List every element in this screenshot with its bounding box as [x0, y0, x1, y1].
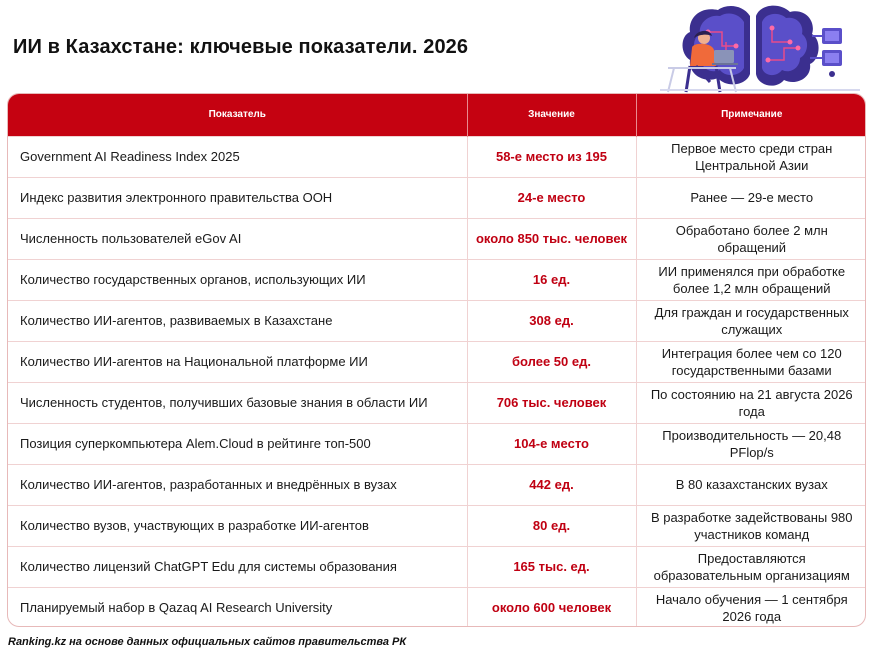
- note-cell: Начало обучения — 1 сентября 2026 года: [636, 587, 866, 627]
- indicator-cell: Численность студентов, получивших базовые знания в области ИИ: [8, 382, 467, 423]
- indicator-cell: Количество государственных органов, использующих ИИ: [8, 259, 467, 300]
- note-cell: Обработано более 2 млн обращений: [636, 218, 866, 259]
- value-cell: 58-е место из 195: [467, 136, 636, 177]
- table-row: [8, 218, 866, 259]
- note-cell: Производительность — 20,48 PFlop/s: [636, 423, 866, 464]
- value-cell: 706 тыс. человек: [467, 382, 636, 423]
- table-header-row: [8, 94, 866, 136]
- indicator-cell: Количество ИИ-агентов, развиваемых в Казахстане: [8, 300, 467, 341]
- indicator-cell: Количество ИИ-агентов, разработанных и внедрённых в вузах: [8, 464, 467, 505]
- table-row: [8, 546, 866, 587]
- indicator-cell: Позиция суперкомпьютера Alem.Cloud в рейтинге топ-500: [8, 423, 467, 464]
- indicator-cell: Government AI Readiness Index 2025: [8, 136, 467, 177]
- header-value: Значение: [467, 94, 636, 136]
- note-cell: В разработке задействованы 980 участников команд: [636, 505, 866, 546]
- table-row: [8, 464, 866, 505]
- note-cell: ИИ применялся при обработке более 1,2 млн обращений: [636, 259, 866, 300]
- source-footnote: Ranking.kz на основе данных официальных сайтов правительства РК: [8, 636, 407, 648]
- table-row: [8, 505, 866, 546]
- value-cell: 104-е место: [467, 423, 636, 464]
- value-cell: 308 ед.: [467, 300, 636, 341]
- table-row: [8, 259, 866, 300]
- value-cell: около 600 человек: [467, 587, 636, 627]
- ai-brain-robot-illustration-icon: [660, 2, 860, 94]
- indicators-table: [7, 93, 866, 627]
- page-title: ИИ в Казахстане: ключевые показатели. 2026: [13, 36, 469, 58]
- indicator-cell: Количество вузов, участвующих в разработке ИИ-агентов: [8, 505, 467, 546]
- header-note: Примечание: [636, 94, 866, 136]
- note-cell: Предоставляются образовательным организациям: [636, 546, 866, 587]
- indicator-cell: Численность пользователей eGov AI: [8, 218, 467, 259]
- table-row: [8, 341, 866, 382]
- note-cell: Для граждан и государственных служащих: [636, 300, 866, 341]
- header-indicator: Показатель: [8, 94, 467, 136]
- value-cell: более 50 ед.: [467, 341, 636, 382]
- note-cell: По состоянию на 21 августа 2026 года: [636, 382, 866, 423]
- value-cell: около 850 тыс. человек: [467, 218, 636, 259]
- value-cell: 16 ед.: [467, 259, 636, 300]
- table-row: [8, 423, 866, 464]
- indicator-cell: Индекс развития электронного правительства ООН: [8, 177, 467, 218]
- indicator-cell: Количество ИИ-агентов на Национальной платформе ИИ: [8, 341, 467, 382]
- value-cell: 24-е место: [467, 177, 636, 218]
- table-row: [8, 587, 866, 627]
- table-row: [8, 136, 866, 177]
- table-row: [8, 300, 866, 341]
- indicator-cell: Планируемый набор в Qazaq AI Research University: [8, 587, 467, 627]
- table-row: [8, 177, 866, 218]
- indicator-cell: Количество лицензий ChatGPT Edu для системы образования: [8, 546, 467, 587]
- note-cell: Первое место среди стран Центральной Азии: [636, 136, 866, 177]
- note-cell: В 80 казахстанских вузах: [636, 464, 866, 505]
- value-cell: 80 ед.: [467, 505, 636, 546]
- note-cell: Ранее — 29-е место: [636, 177, 866, 218]
- note-cell: Интеграция более чем со 120 государственными базами: [636, 341, 866, 382]
- table-row: [8, 382, 866, 423]
- value-cell: 165 тыс. ед.: [467, 546, 636, 587]
- value-cell: 442 ед.: [467, 464, 636, 505]
